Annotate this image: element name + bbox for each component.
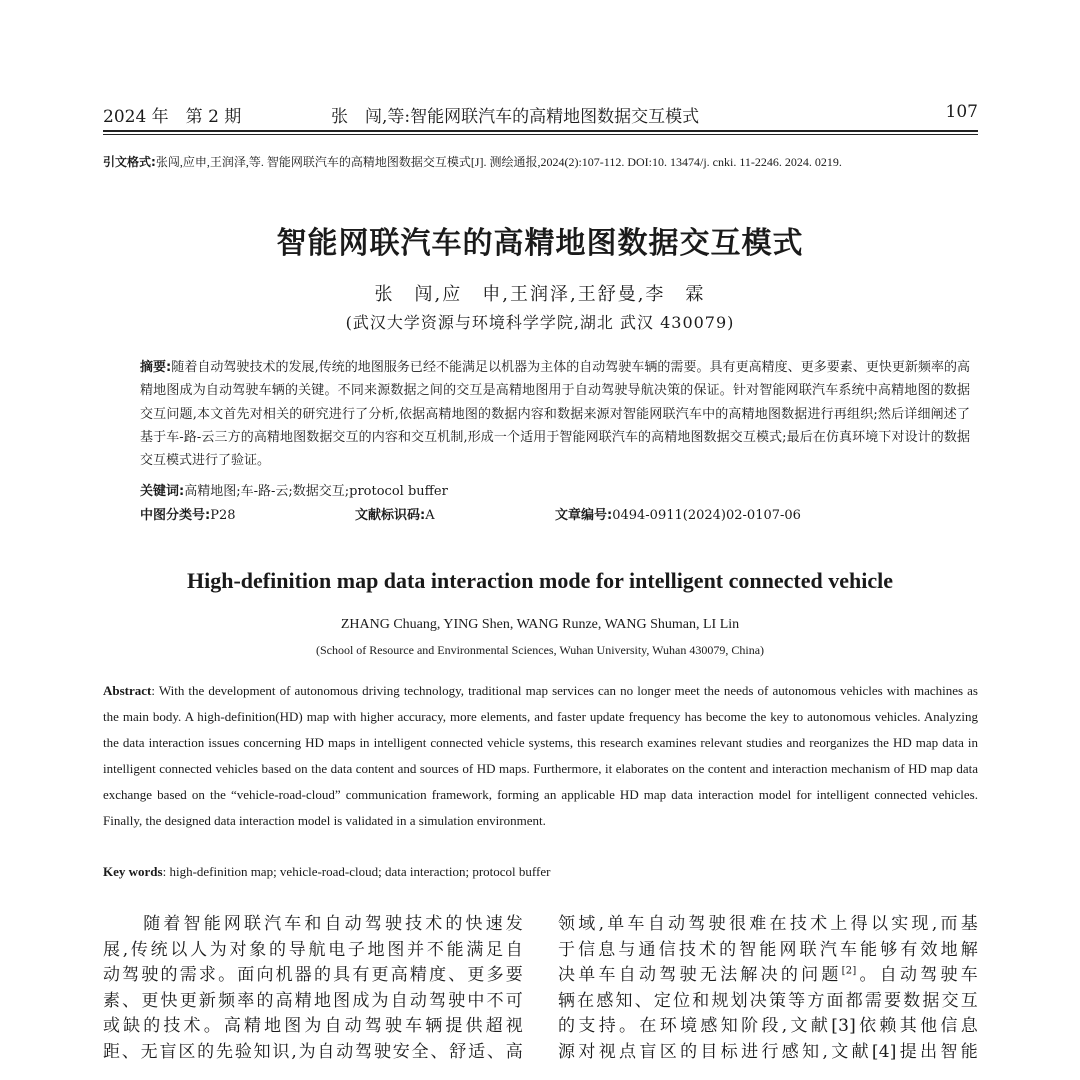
reference-marker: [2] (841, 965, 857, 977)
keywords-chinese (140, 480, 970, 503)
body-line: 素、更快更新频率的高精地图成为自动驾驶中不可 (103, 990, 523, 1011)
citation-block (103, 150, 978, 174)
abstract-english (103, 678, 978, 833)
keywords-chinese-text: 高精地图;车-路-云;数据交互;protocol buffer (184, 484, 448, 499)
journal-issue: 2024 年 第 2 期 (103, 107, 242, 127)
body-line: 领域,单车自动驾驶很难在技术上得以实现,而基 (558, 914, 978, 934)
running-article-title: 张 闯,等:智能网联汽车的高精地图数据交互模式 (331, 107, 700, 127)
keywords-chinese-label: 关键词: (140, 484, 185, 499)
citation-text: 张闯,应申,王润泽,等. 智能网联汽车的高精地图数据交互模式[J]. 测绘通报,2024(2):107-112. DOI:10. 13474/j. cnki. 11-2246. 2024. 0219. (155, 155, 842, 169)
abstract-english-text: : With the development of autonomous driving technology, traditional map services can no longer meet the needs of autonomous vehicles with machines as the main body. A high-definition(HD) map with higher accuracy, more elements, and faster update frequency has become the key to autonomous vehicles. Analyzing the data interaction issues concerning HD maps in intelligent connected vehicle systems, this research examines relevant studies and reorganizes the HD map data in intelligent connected vehicles based on the data content and sources of HD maps. Furthermore, it elaborates on the content and interaction mechanism of HD map data exchange based on the “vehicle-road-cloud” communication framework, forming an applicable HD map data interaction model for intelligent connected vehicles. Finally, the designed data interaction model is validated in a simulation environment. (103, 683, 978, 828)
body-line: 或缺的技术。高精地图为自动驾驶车辆提供超视 (103, 1016, 523, 1037)
authors-english: ZHANG Chuang, YING Shen, WANG Runze, WANG Shuman, LI Lin (340, 617, 740, 632)
body-column-left (103, 912, 523, 1066)
keywords-english-label: Key words (103, 864, 163, 879)
body-line: 动驾驶的需求。面向机器的具有更高精度、更多要 (103, 965, 523, 986)
abstract-chinese (140, 356, 970, 472)
affiliation-chinese: (武汉大学资源与环境科学学院,湖北 武汉 430079) (345, 313, 735, 332)
clc-value: P28 (210, 508, 236, 523)
document-code-label: 文献标识码: (355, 508, 426, 523)
running-header (103, 102, 978, 126)
citation-label: 引文格式: (103, 155, 156, 169)
classification-row (140, 504, 970, 527)
body-line: 距、无盲区的先验知识,为自动驾驶安全、舒适、高 (103, 1041, 523, 1062)
header-rule-thin (103, 134, 978, 135)
body-line: 的支持。在环境感知阶段,文献[3]依赖其他信息 (558, 1016, 978, 1037)
title-english: High-definition map data interaction mode for intelligent connected vehicle (187, 568, 893, 593)
body-line: 源对视点盲区的目标进行感知,文献[4]提出智能 (558, 1041, 978, 1062)
body-text: 决单车自动驾驶无法解决的问题 (558, 965, 842, 986)
document-code-value: A (425, 508, 435, 523)
document-code (355, 504, 435, 527)
body-line: 于信息与通信技术的智能网联汽车能够有效地解 (558, 939, 978, 960)
body-column-right (558, 912, 978, 1066)
body-line (558, 963, 978, 989)
abstract-chinese-text: 随着自动驾驶技术的发展,传统的地图服务已经不能满足以机器为主体的自动驾驶车辆的需要。具有更高精度、更多要素、更快更新频率的高精地图成为自动驾驶车辆的关键。不同来源数据之间的交互是高精地图用于自动驾驶导航决策的保证。针对智能网联汽车系统中高精地图的数据交互问题,本文首先对相关的研究进行了分析,依据高精地图的数据内容和数据来源对智能网联汽车中的高精地图数据进行再组织;然后详细阐述了基于车-路-云三方的高精地图数据交互的内容和交互机制,形成一个适用于智能网联汽车的高精地图数据交互模式;最后在仿真环境下对设计的数据交互模式进行了验证。 (140, 360, 971, 469)
keywords-english (103, 860, 978, 884)
body-line: 展,传统以人为对象的导航电子地图并不能满足自 (103, 939, 523, 960)
clc-number (140, 504, 236, 527)
abstract-chinese-label: 摘要: (140, 360, 172, 375)
abstract-english-label: Abstract (103, 683, 152, 698)
page-number: 107 (945, 102, 978, 122)
keywords-english-text: : high-definition map; vehicle-road-cloud; data interaction; protocol buffer (162, 864, 551, 879)
clc-label: 中图分类号: (140, 508, 211, 523)
affiliation-english: (School of Resource and Environmental Sciences, Wuhan University, Wuhan 430079, China) (315, 643, 765, 657)
article-number-value: 0494-0911(2024)02-0107-06 (612, 508, 801, 523)
authors-chinese: 张 闯,应 申,王润泽,王舒曼,李 霖 (374, 284, 706, 305)
article-number (555, 504, 801, 527)
article-number-label: 文章编号: (555, 508, 613, 523)
body-text: 。自动驾驶车 (856, 965, 978, 986)
body-line: 随着智能网联汽车和自动驾驶技术的快速发 (103, 914, 523, 934)
title-chinese: 智能网联汽车的高精地图数据交互模式 (276, 226, 804, 261)
header-rule-thick (103, 130, 978, 132)
body-line: 辆在感知、定位和规划决策等方面都需要数据交互 (558, 990, 978, 1011)
